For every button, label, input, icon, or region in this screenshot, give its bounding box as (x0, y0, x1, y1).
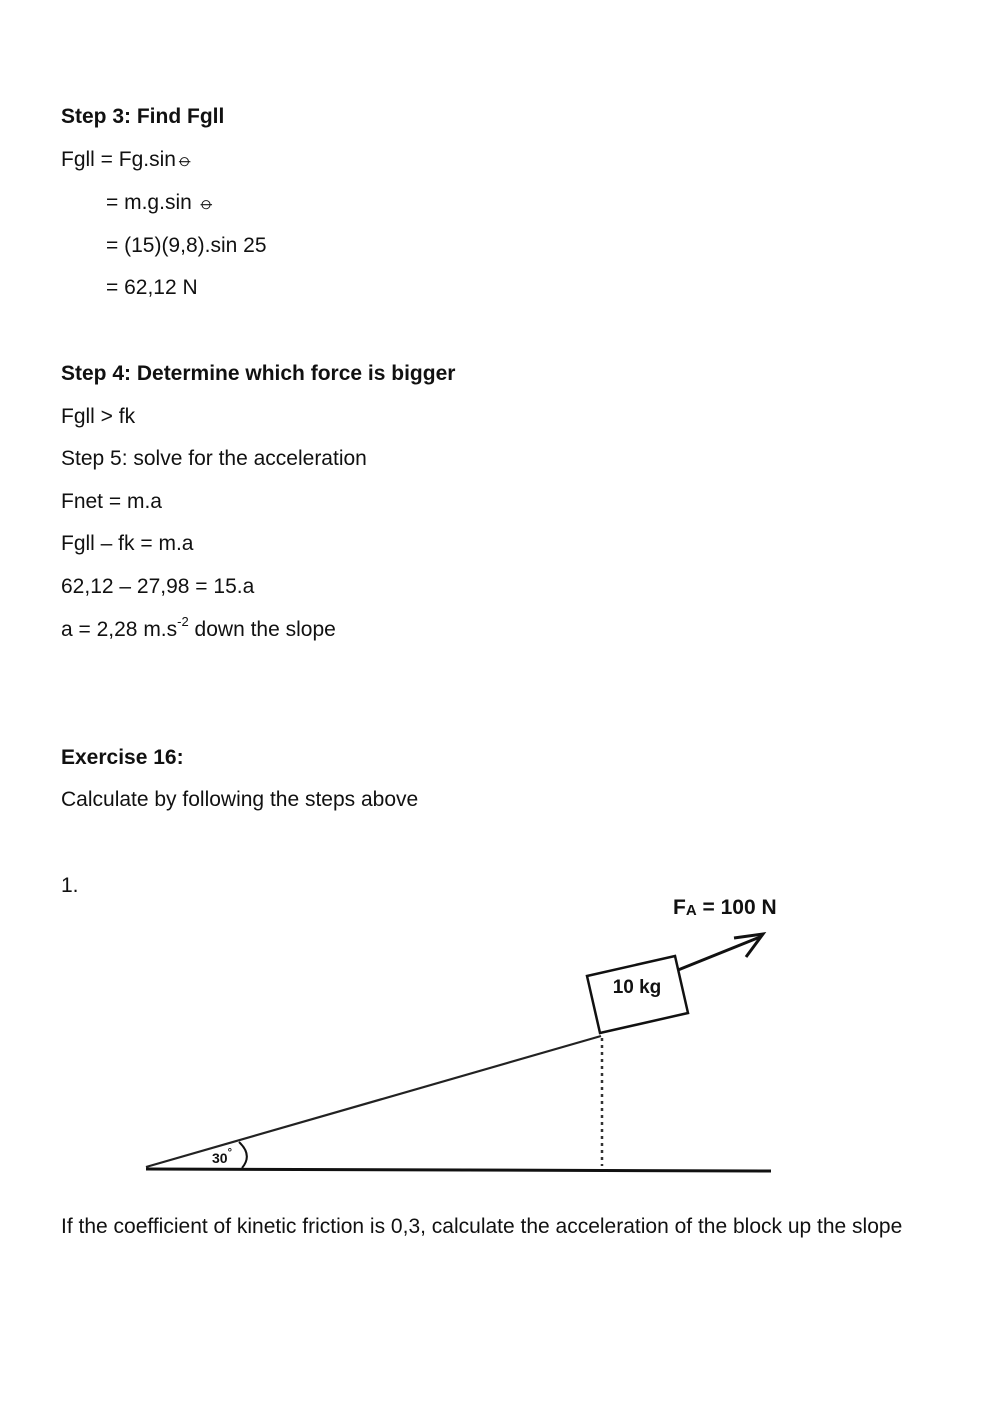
step4-compare: Fgll > fk (61, 405, 136, 428)
angle-arc (239, 1142, 247, 1168)
force-label: FA = 100 N (673, 896, 777, 919)
step3-line-3: = (15)(9,8).sin 25 (106, 234, 267, 257)
incline-line (146, 1036, 601, 1167)
step5-line-2: Fgll – fk = m.a (61, 532, 194, 555)
exercise-heading: Exercise 16: (61, 746, 184, 769)
step3-line-4: = 62,12 N (106, 276, 198, 299)
step5-heading: Step 5: solve for the acceleration (61, 447, 367, 470)
result-suffix: down the slope (188, 618, 336, 641)
step4-heading: Step 4: Determine which force is bigger (61, 362, 456, 385)
result-exponent: -2 (177, 614, 189, 629)
exercise-question: If the coefficient of kinetic friction is 0,3, calculate the acceleration of the block up the slope (61, 1215, 903, 1238)
step3-heading: Step 3: Find Fgll (61, 105, 225, 128)
ground-line (146, 1169, 771, 1171)
step5-line-1: Fnet = m.a (61, 490, 162, 513)
exercise-instruction: Calculate by following the steps above (61, 788, 419, 811)
result-prefix: a = 2,28 m.s (61, 618, 178, 641)
mass-label: 10 kg (612, 977, 662, 998)
step3-line-1: Fgll = Fg.sin⦵ (61, 148, 194, 171)
step5-line-3: 62,12 – 27,98 = 15.a (61, 575, 255, 598)
step3-line-2: = m.g.sin ⦵ (106, 191, 216, 214)
exercise-number: 1. (61, 874, 79, 897)
angle-label: 30° (212, 1147, 232, 1166)
